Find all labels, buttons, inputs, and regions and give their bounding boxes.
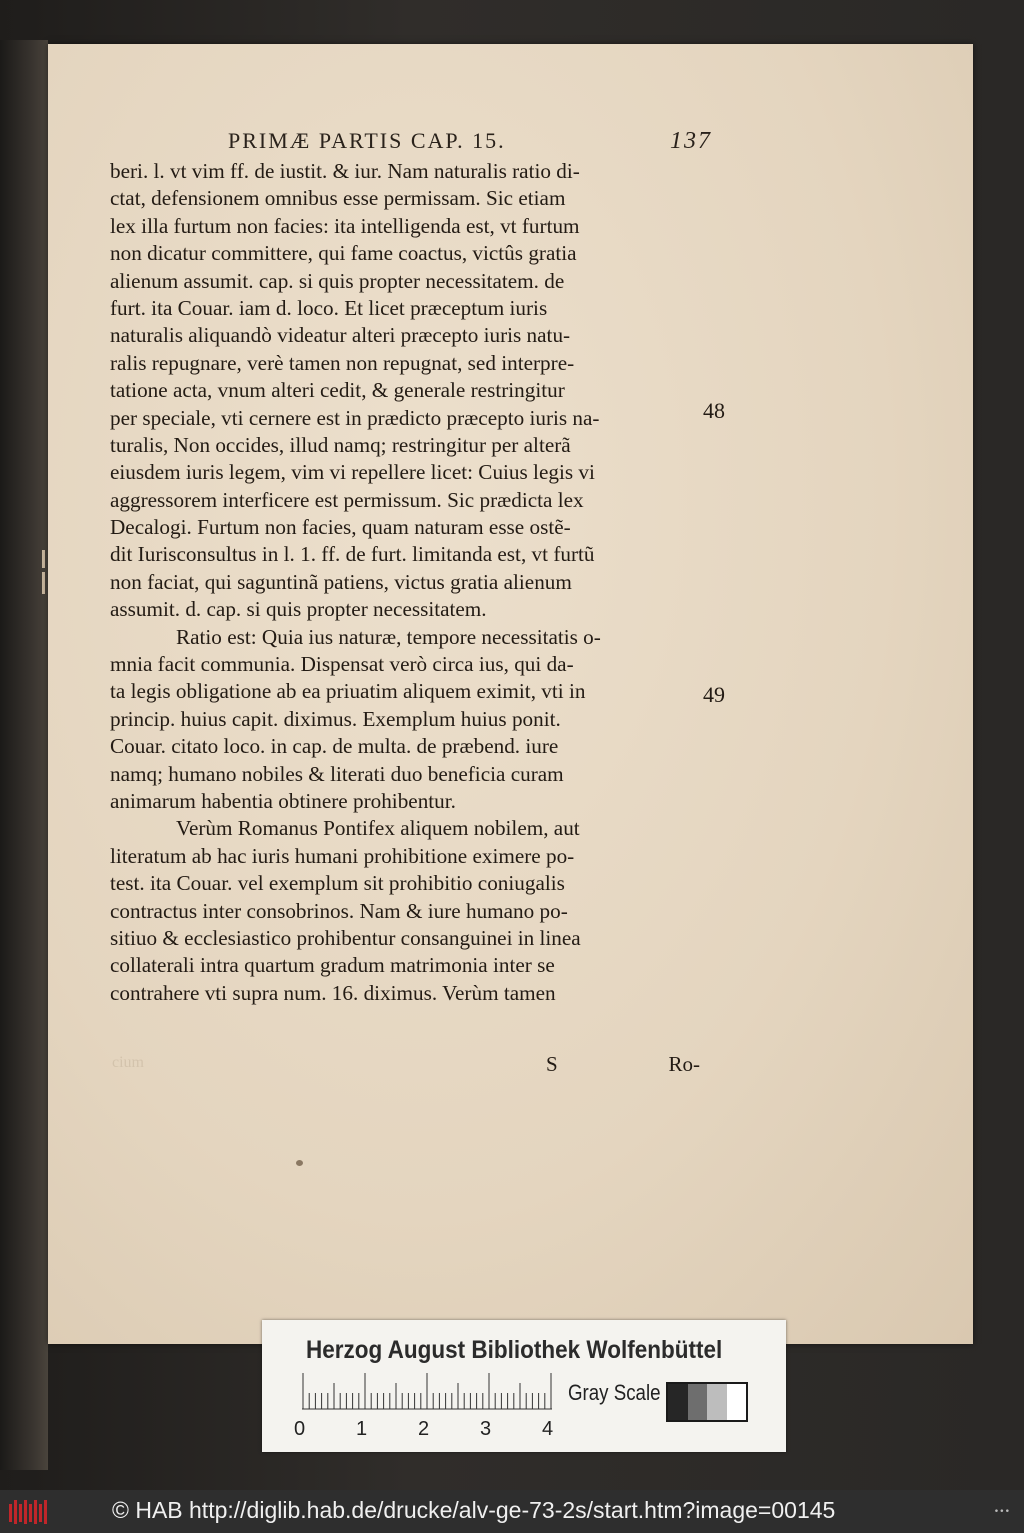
text-line: naturalis aliquandò videatur alteri præcepto iuris natu- [110,323,571,348]
text-line: princip. huius capit. diximus. Exemplum huius ponit. [110,706,561,731]
text-line: namq; humano nobiles & literati duo beneficia curam [110,761,564,786]
text-line: literatum ab hac iuris humani prohibitione eximere po- [110,843,575,868]
text-line: collaterali intra quartum gradum matrimonia inter se [110,953,555,978]
text-line: Couar. citato loco. in cap. de multa. de præbend. iure [110,734,559,759]
folio-number: 137 [670,128,712,154]
ruler-number: 1 [356,1418,368,1440]
catchword: Ro- [668,1052,700,1076]
margin-note-48: 48 [703,398,725,423]
text-line: sitiuo & ecclesiastico prohibentur consanguinei in linea [110,925,581,950]
scale-ruler [302,1372,552,1410]
institution-name: Herzog August Bibliothek Wolfenbüttel [306,1336,723,1364]
ruler-number: 0 [294,1418,306,1440]
text-line: turalis, Non occides, illud namq; restringitur per alterã [110,432,571,457]
ruler-numbers [294,1418,574,1442]
gray-swatch [668,1384,688,1420]
text-line: ta legis obligatione ab ea priuatim aliquem eximit, vti in [110,679,586,704]
text-line: lex illa furtum non facies: ita intelligenda est, vt furtum [110,213,580,238]
footer-bar [0,1490,1024,1533]
margin-mark [42,550,45,568]
text-line: per speciale, vti cernere est in prædicto præcepto iuris na- [110,405,600,430]
page-foot [110,1052,710,1082]
ink-spot [296,1160,303,1166]
gray-swatch [688,1384,708,1420]
copyright-url[interactable]: © HAB http://diglib.hab.de/drucke/alv-ge-73-2s/start.htm?image=00145 [112,1497,836,1523]
gray-scale-label: Gray Scale [568,1380,661,1405]
signature-mark: S [546,1052,558,1076]
ruler-number: 4 [542,1418,554,1440]
book-spine [0,40,48,1470]
text-line: aggressorem interficere est permissum. Sic prædicta lex [110,487,584,512]
margin-note-49: 49 [703,682,725,707]
more-dots-icon: ••• [993,1507,1010,1517]
text-line: contrahere vti supra num. 16. diximus. Verùm tamen [110,980,556,1005]
gray-swatch [727,1384,747,1420]
body-text [110,158,710,1007]
text-line: contractus inter consobrinos. Nam & iure humano po- [110,898,568,923]
text-line: test. ita Couar. vel exemplum sit prohibitio coniugalis [110,871,565,896]
show-through-text: cium [112,1054,144,1071]
text-line: alienum assumit. cap. si quis propter necessitatem. de [110,268,565,293]
text-line: ctat, defensionem omnibus esse permissam. Sic etiam [110,186,566,211]
text-line: eiusdem iuris legem, vim vi repellere licet: Cuius legis vi [110,460,595,485]
text-line: Verùm Romanus Pontifex aliquem nobilem, aut [176,816,580,841]
ruler-number: 3 [480,1418,492,1440]
gray-scale-swatches [666,1382,748,1422]
text-line: Decalogi. Furtum non facies, quam naturam esse ostẽ- [110,515,571,540]
margin-mark [42,572,45,594]
running-title: PRIMÆ PARTIS CAP. 15. [228,128,506,153]
text-line: Ratio est: Quia ius naturæ, tempore necessitatis o- [176,624,601,649]
text-line: non faciat, qui saguntinã patiens, victus gratia alienum [110,569,572,594]
text-line: tatione acta, vnum alteri cedit, & generale restringitur [110,378,565,403]
text-line: furt. ita Couar. iam d. loco. Et licet præceptum iuris [110,295,548,320]
text-line: assumit. d. cap. si quis propter necessitatem. [110,597,487,622]
gray-swatch [707,1384,727,1420]
hab-logo-icon [8,1498,48,1526]
running-head [228,128,718,160]
text-line: ralis repugnare, verè tamen non repugnat, sed interpre- [110,350,575,375]
ruler-number: 2 [418,1418,430,1440]
calibration-card [262,1320,786,1452]
text-line: animarum habentia obtinere prohibentur. [110,788,456,813]
text-line: mnia facit communia. Dispensat verò circa ius, qui da- [110,652,574,677]
text-line: dit Iurisconsultus in l. 1. ff. de furt. limitanda est, vt furtũ [110,542,595,567]
text-line: beri. l. vt vim ff. de iustit. & iur. Nam naturalis ratio di- [110,159,580,183]
text-line: non dicatur committere, qui fame coactus, victûs gratia [110,241,577,266]
